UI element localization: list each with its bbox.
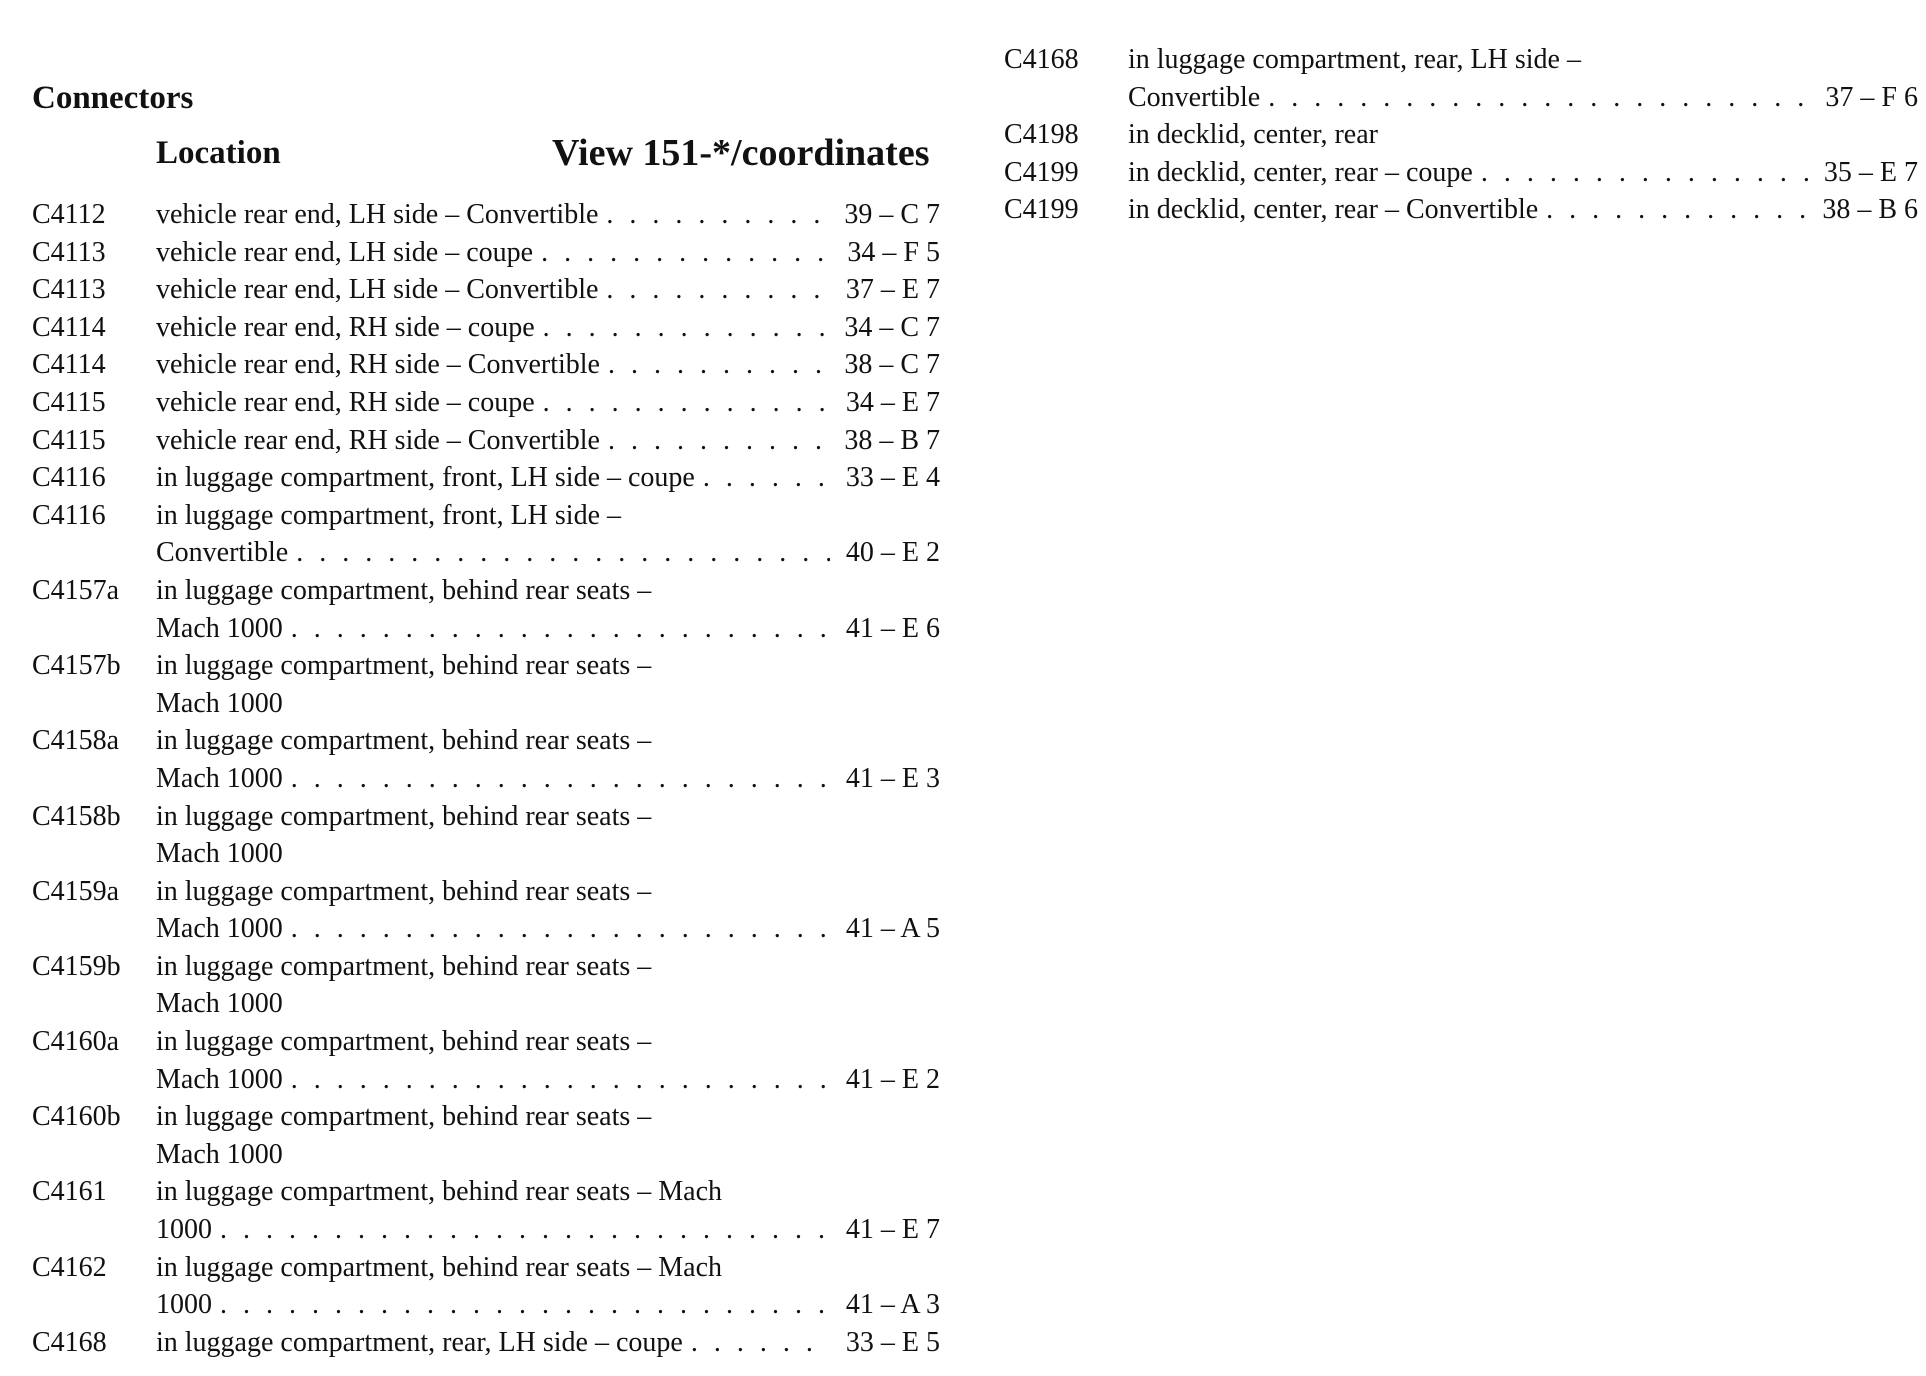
location-text: vehicle rear end, LH side – Convertible bbox=[156, 199, 599, 230]
connector-entry bbox=[32, 873, 940, 948]
location-text: Mach 1000 bbox=[156, 687, 283, 719]
connector-entry bbox=[32, 497, 940, 572]
view-coordinate-ref: 39 – C 7 bbox=[844, 199, 940, 230]
dot-leader bbox=[220, 1286, 830, 1324]
location-line bbox=[156, 422, 940, 460]
location-text: Mach 1000 bbox=[156, 1063, 283, 1095]
connector-entry bbox=[32, 1023, 940, 1098]
dot-leader bbox=[296, 534, 830, 572]
view-coordinate-ref: 38 – B 6 bbox=[1822, 194, 1918, 226]
connector-entry bbox=[32, 948, 940, 1023]
connector-location bbox=[156, 234, 940, 272]
connector-location bbox=[156, 572, 940, 647]
connector-code: C4113 bbox=[32, 236, 106, 268]
dot-leader bbox=[703, 459, 830, 497]
dot-leader bbox=[691, 1324, 830, 1362]
connector-entry bbox=[1004, 116, 1918, 154]
dot-leader bbox=[606, 196, 830, 234]
connector-location bbox=[156, 1173, 940, 1248]
connector-code: C4161 bbox=[32, 1176, 107, 1208]
location-text: 1000 bbox=[156, 1289, 212, 1321]
location-line bbox=[156, 722, 940, 760]
connector-location bbox=[1128, 154, 1918, 192]
connector-entry bbox=[32, 384, 940, 422]
location-text: in luggage compartment, behind rear seats – bbox=[156, 800, 652, 832]
connector-entry bbox=[32, 196, 940, 234]
dot-leader bbox=[291, 910, 830, 948]
connector-entry bbox=[32, 1173, 940, 1248]
connector-code: C4158a bbox=[32, 725, 120, 757]
dot-leader bbox=[291, 1061, 830, 1099]
connector-entry bbox=[1004, 41, 1918, 116]
location-text: Mach 1000 bbox=[156, 612, 283, 644]
location-text: in luggage compartment, front, LH side – bbox=[156, 499, 621, 531]
location-text: vehicle rear end, RH side – Convertible bbox=[156, 424, 600, 456]
location-line bbox=[156, 459, 940, 497]
location-line bbox=[156, 760, 940, 798]
location-line bbox=[156, 910, 940, 948]
location-line bbox=[156, 1211, 940, 1249]
location-line bbox=[1128, 41, 1918, 79]
connector-entry bbox=[32, 346, 940, 384]
view-coordinate-ref: 33 – E 5 bbox=[845, 1326, 940, 1358]
connector-location bbox=[156, 309, 940, 347]
view-coordinate-ref: 37 – E 7 bbox=[845, 274, 940, 306]
location-text: in luggage compartment, behind rear seats – bbox=[156, 1026, 652, 1058]
view-coordinate-ref: 41 – A 5 bbox=[845, 913, 940, 945]
dot-leader bbox=[543, 309, 830, 347]
connector-code: C4157b bbox=[32, 650, 121, 682]
connector-location bbox=[156, 798, 940, 873]
connector-entry bbox=[32, 647, 940, 722]
dot-leader bbox=[1481, 154, 1808, 192]
connector-entry bbox=[32, 572, 940, 647]
view-coordinate-ref: 40 – E 2 bbox=[845, 537, 940, 569]
location-text: vehicle rear end, RH side – Convertible bbox=[156, 349, 600, 381]
connector-entry bbox=[32, 309, 940, 347]
view-coordinate-ref: 41 – E 6 bbox=[845, 612, 940, 644]
location-text: in luggage compartment, behind rear seats – Mach bbox=[156, 1176, 723, 1208]
connector-code: C4115 bbox=[32, 424, 106, 456]
view-coordinate-ref: 34 – F 5 bbox=[847, 236, 940, 268]
connector-code: C4199 bbox=[1004, 156, 1079, 188]
connector-code: C4162 bbox=[32, 1251, 107, 1283]
location-column-header: Location bbox=[156, 135, 281, 171]
location-line bbox=[1128, 116, 1918, 154]
connector-entry bbox=[32, 271, 940, 309]
location-line bbox=[156, 346, 940, 384]
connector-list-right bbox=[1004, 41, 1918, 229]
connector-location bbox=[156, 346, 940, 384]
location-text: in luggage compartment, rear, LH side – bbox=[1128, 44, 1581, 75]
connector-entry bbox=[32, 234, 940, 272]
dot-leader bbox=[543, 384, 830, 422]
location-line bbox=[156, 1324, 940, 1362]
location-line bbox=[156, 647, 940, 685]
connector-entry bbox=[32, 798, 940, 873]
location-line bbox=[1128, 79, 1918, 117]
connector-entry bbox=[32, 1324, 940, 1362]
location-line bbox=[1128, 154, 1918, 192]
dot-leader bbox=[291, 610, 830, 648]
view-coordinate-ref: 34 – E 7 bbox=[845, 386, 940, 418]
location-text: in luggage compartment, behind rear seats – bbox=[156, 725, 652, 757]
view-coordinates-column-header: View 151-*/coordinates bbox=[552, 132, 930, 174]
location-text: in luggage compartment, behind rear seats – bbox=[156, 950, 652, 982]
connector-location bbox=[156, 647, 940, 722]
connector-location bbox=[156, 196, 940, 234]
connector-entry bbox=[1004, 154, 1918, 192]
connector-code: C4168 bbox=[1004, 44, 1079, 75]
connector-location bbox=[156, 1098, 940, 1173]
location-text: Convertible bbox=[1128, 81, 1261, 113]
view-coordinate-ref: 41 – A 3 bbox=[845, 1289, 940, 1321]
location-line bbox=[156, 610, 940, 648]
view-coordinate-ref: 41 – E 3 bbox=[845, 762, 940, 794]
section-title: Connectors bbox=[32, 80, 194, 116]
dot-leader bbox=[608, 346, 830, 384]
location-line bbox=[156, 196, 940, 234]
location-text: in decklid, center, rear bbox=[1128, 119, 1378, 151]
location-line bbox=[156, 798, 940, 836]
connector-code: C4114 bbox=[32, 311, 106, 343]
location-text: in luggage compartment, rear, LH side – coupe bbox=[156, 1326, 683, 1358]
connector-code: C4160b bbox=[32, 1101, 121, 1133]
connector-location bbox=[1128, 116, 1918, 154]
connector-location bbox=[156, 459, 940, 497]
connector-code: C4160a bbox=[32, 1026, 120, 1058]
dot-leader bbox=[606, 271, 830, 309]
connector-code: C4112 bbox=[32, 199, 106, 230]
dot-leader bbox=[1546, 191, 1808, 229]
location-line bbox=[156, 1098, 940, 1136]
view-coordinate-ref: 34 – C 7 bbox=[844, 311, 940, 343]
connector-code: C4159a bbox=[32, 875, 120, 907]
location-line bbox=[156, 948, 940, 986]
dot-leader bbox=[291, 760, 830, 798]
location-line bbox=[156, 534, 940, 572]
connector-code: C4116 bbox=[32, 499, 106, 531]
connector-list-left bbox=[32, 196, 940, 1361]
location-text: Convertible bbox=[156, 537, 289, 569]
location-line bbox=[156, 1173, 940, 1211]
connector-code: C4115 bbox=[32, 386, 106, 418]
connector-code: C4198 bbox=[1004, 119, 1079, 151]
view-coordinate-ref: 41 – E 2 bbox=[845, 1063, 940, 1095]
connector-location bbox=[1128, 41, 1918, 116]
location-text: Mach 1000 bbox=[156, 838, 283, 870]
connector-location bbox=[156, 271, 940, 309]
location-text: vehicle rear end, LH side – coupe bbox=[156, 236, 534, 268]
connector-entry bbox=[32, 722, 940, 797]
connector-code: C4159b bbox=[32, 950, 121, 982]
location-text: in decklid, center, rear – coupe bbox=[1128, 156, 1473, 188]
connector-location bbox=[156, 384, 940, 422]
connector-location bbox=[156, 1023, 940, 1098]
connector-code: C4114 bbox=[32, 349, 106, 381]
connector-entry bbox=[32, 459, 940, 497]
connector-entry bbox=[32, 1098, 940, 1173]
connector-code: C4158b bbox=[32, 800, 121, 832]
location-line bbox=[156, 685, 940, 723]
location-line bbox=[156, 873, 940, 911]
connector-location bbox=[1128, 191, 1918, 229]
location-text: Mach 1000 bbox=[156, 762, 283, 794]
location-text: vehicle rear end, RH side – coupe bbox=[156, 386, 535, 418]
connector-location bbox=[156, 1249, 940, 1324]
location-text: in luggage compartment, behind rear seats – bbox=[156, 574, 652, 606]
location-line bbox=[156, 985, 940, 1023]
connector-location bbox=[156, 948, 940, 1023]
location-line bbox=[156, 384, 940, 422]
location-text: Mach 1000 bbox=[156, 988, 283, 1020]
location-text: 1000 bbox=[156, 1214, 212, 1246]
connector-location bbox=[156, 422, 940, 460]
view-coordinate-ref: 35 – E 7 bbox=[1823, 156, 1918, 188]
location-line bbox=[156, 1249, 940, 1287]
connector-location bbox=[156, 722, 940, 797]
connector-location bbox=[156, 873, 940, 948]
view-coordinate-ref: 38 – C 7 bbox=[844, 349, 940, 381]
view-coordinate-ref: 33 – E 4 bbox=[845, 462, 940, 494]
dot-leader bbox=[1268, 79, 1808, 117]
location-line bbox=[156, 271, 940, 309]
location-line bbox=[156, 234, 940, 272]
location-line bbox=[156, 309, 940, 347]
location-text: in decklid, center, rear – Convertible bbox=[1128, 194, 1539, 226]
view-coordinate-ref: 37 – F 6 bbox=[1825, 81, 1918, 113]
connector-code: C4116 bbox=[32, 462, 106, 494]
location-text: vehicle rear end, RH side – coupe bbox=[156, 311, 535, 343]
connector-entry bbox=[32, 1249, 940, 1324]
location-text: in luggage compartment, behind rear seats – bbox=[156, 1101, 652, 1133]
dot-leader bbox=[220, 1211, 830, 1249]
view-coordinate-ref: 38 – B 7 bbox=[844, 424, 940, 456]
location-text: vehicle rear end, LH side – Convertible bbox=[156, 274, 599, 306]
connector-code: C4199 bbox=[1004, 194, 1079, 226]
location-line bbox=[156, 572, 940, 610]
view-coordinate-ref: 41 – E 7 bbox=[845, 1214, 940, 1246]
connector-entry bbox=[1004, 191, 1918, 229]
location-text: in luggage compartment, front, LH side – coupe bbox=[156, 462, 695, 494]
dot-leader bbox=[608, 422, 830, 460]
location-text: Mach 1000 bbox=[156, 913, 283, 945]
location-line bbox=[1128, 191, 1918, 229]
location-text: in luggage compartment, behind rear seats – bbox=[156, 875, 652, 907]
location-line bbox=[156, 1286, 940, 1324]
location-line bbox=[156, 1061, 940, 1099]
location-text: Mach 1000 bbox=[156, 1138, 283, 1170]
location-line bbox=[156, 1023, 940, 1061]
location-text: in luggage compartment, behind rear seats – bbox=[156, 650, 652, 682]
location-line bbox=[156, 497, 940, 535]
location-line bbox=[156, 1136, 940, 1174]
location-line bbox=[156, 835, 940, 873]
connector-location bbox=[156, 1324, 940, 1362]
connector-entry bbox=[32, 422, 940, 460]
dot-leader bbox=[541, 234, 830, 272]
connector-code: C4113 bbox=[32, 274, 106, 306]
location-text: in luggage compartment, behind rear seats – Mach bbox=[156, 1251, 723, 1283]
connector-location bbox=[156, 497, 940, 572]
connector-code: C4168 bbox=[32, 1326, 107, 1358]
connector-code: C4157a bbox=[32, 574, 120, 606]
